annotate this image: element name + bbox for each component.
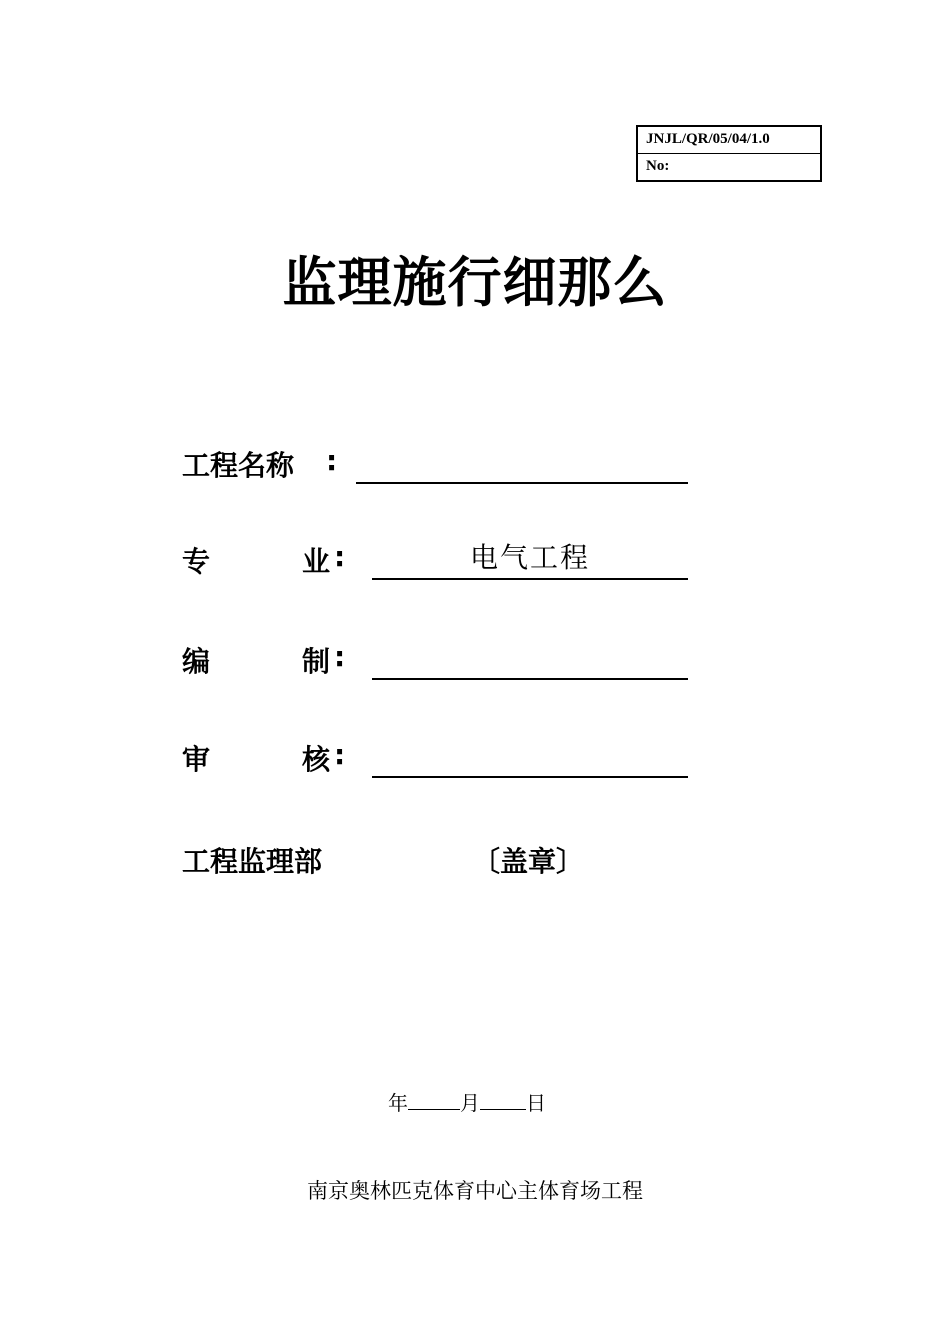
field-colon: : [334,640,346,673]
specialty-field [182,540,688,580]
year-label: 年 [388,1091,408,1115]
month-label: 月 [460,1091,480,1115]
field-label-char-1: 编 [182,645,211,678]
compiler-field [182,640,688,680]
stamp-placeholder: 〔盖章〕 [472,845,585,878]
department-label: 工程监理部 [182,845,323,878]
reviewer-line [372,740,688,778]
specialty-line [372,542,688,580]
project-footer: 南京奥林匹克体育中心主体育场工程 [307,1179,643,1203]
day-blank [480,1091,526,1110]
field-label-char-2: 核 [302,743,331,776]
month-blank [408,1091,460,1110]
compiler-line [372,642,688,680]
reviewer-field [182,738,688,778]
field-label-char-2: 制 [302,645,331,678]
day-label: 日 [526,1091,546,1115]
field-label: 工程名称 [182,449,295,482]
field-label-char-1: 审 [182,743,211,776]
document-code: JNJL/QR/05/04/1.0 [646,131,770,147]
project-name-line [356,446,688,484]
document-number-label: No: [638,153,820,180]
field-colon: : [334,540,346,573]
project-name-field [182,444,688,484]
field-colon: : [326,444,338,477]
field-label-char-1: 专 [182,545,211,578]
field-colon: : [334,738,346,771]
document-code-box [636,125,822,182]
field-label-char-2: 业 [302,545,331,578]
page-title: 监理施行细那么 [282,251,668,314]
department-row [182,840,642,880]
field-value: 电气工程 [469,541,590,574]
date-row [388,1087,546,1116]
